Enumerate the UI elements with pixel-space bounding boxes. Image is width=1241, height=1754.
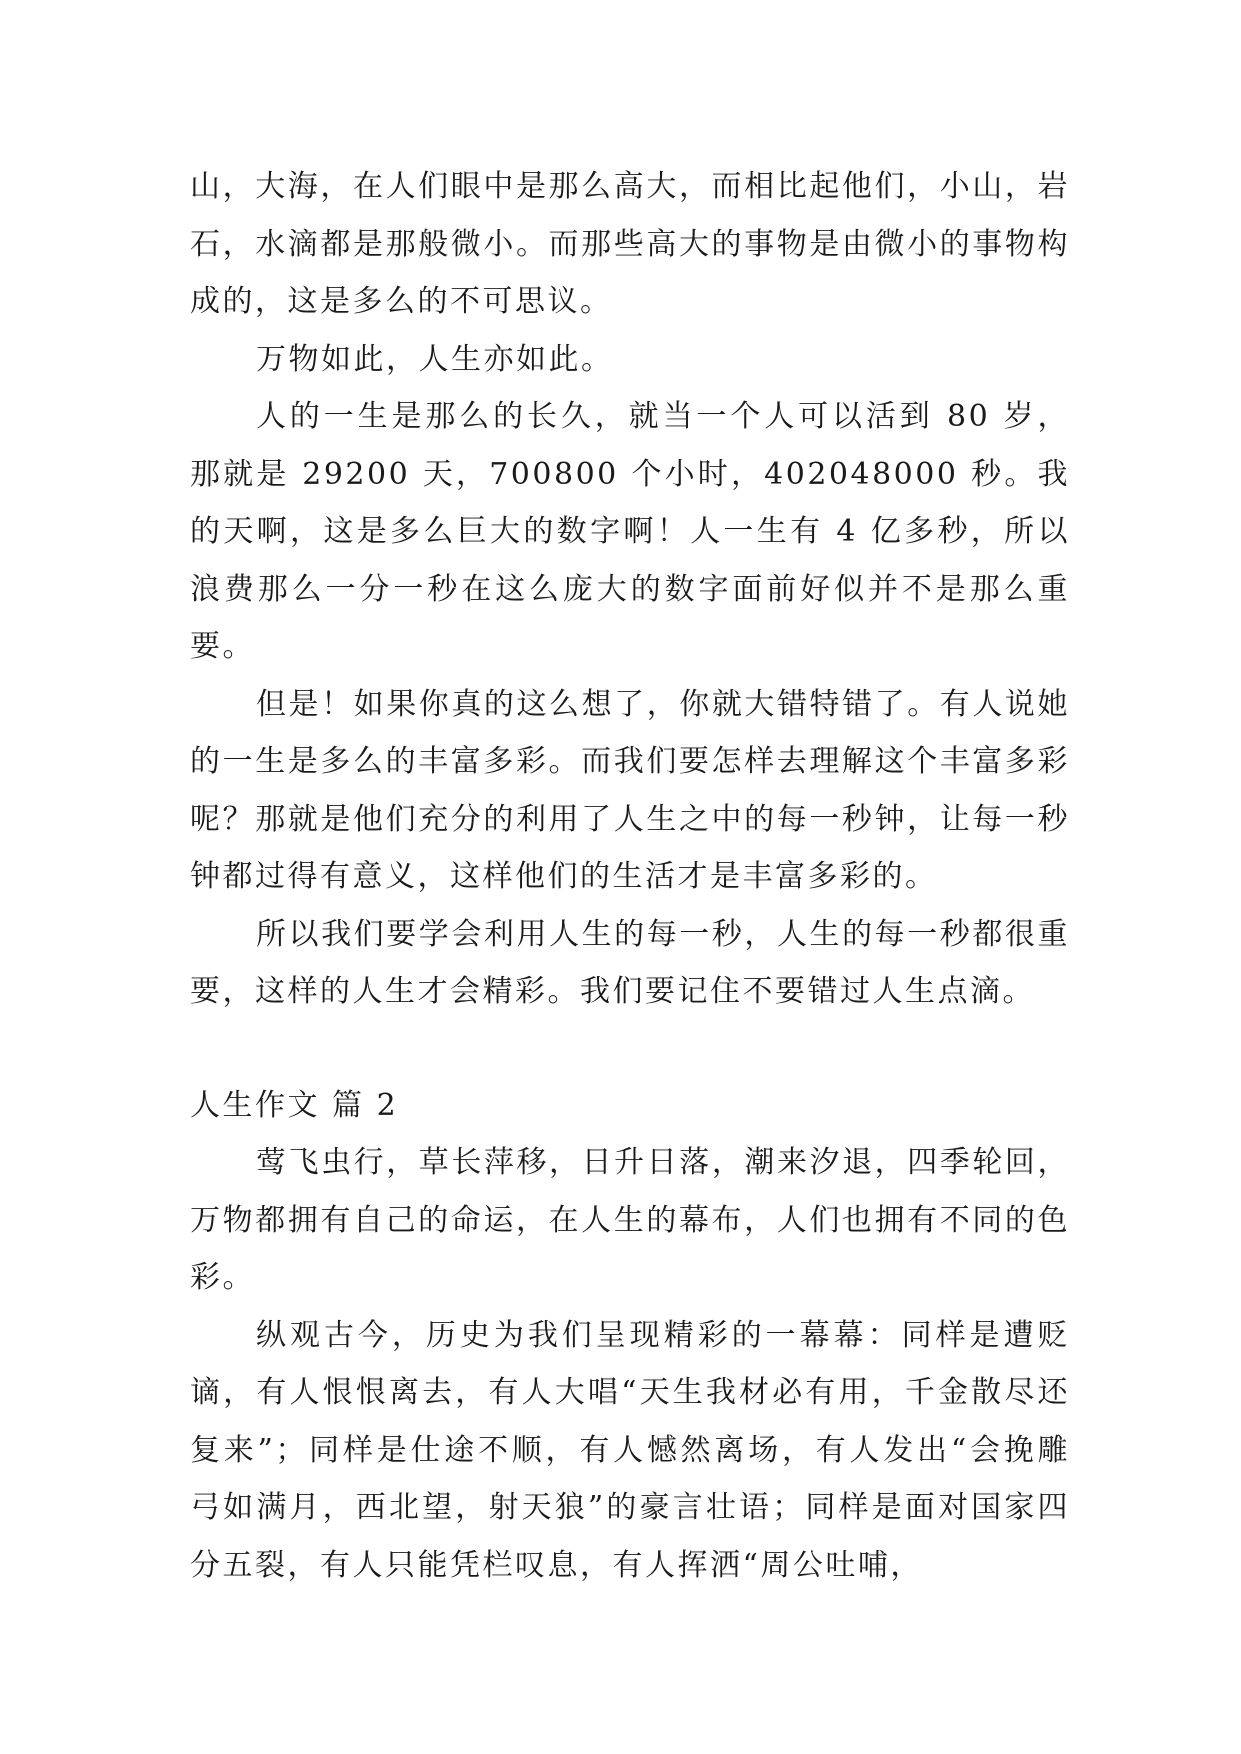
document-body [190, 158, 1070, 1594]
section-spacer [190, 1021, 1070, 1077]
paragraph: 纵观古今，历史为我们呈现精彩的一幕幕：同样是遭贬谪，有人恨恨离去，有人大唱“天生我材必有用，千金散尽还复来”；同样是仕途不顺，有人憾然离场，有人发出“会挽雕弓如满月，西北望，射天狼”的豪言壮语；同样是面对国家四分五裂，有人只能凭栏叹息，有人挥洒“周公吐哺， [190, 1317, 1070, 1583]
paragraph: 但是！如果你真的这么想了，你就大错特错了。有人说她的一生是多么的丰富多彩。而我们要怎样去理解这个丰富多彩呢？那就是他们充分的利用了人生之中的每一秒钟，让每一秒钟都过得有意义，这样他们的生活才是丰富多彩的。 [190, 686, 1070, 894]
paragraph: 人的一生是那么的长久，就当一个人可以活到 80 岁，那就是 29200 天，700800 个小时，402048000 秒。我的天啊，这是多么巨大的数字啊！人一生有 4 亿多秒，所以浪费那么一分一秒在这么庞大的数字面前好似并不是那么重要。 [190, 399, 1070, 664]
essay-part-2 [190, 1134, 1070, 1594]
section-title: 人生作文 篇 2 [190, 1087, 399, 1123]
paragraph: 山，大海，在人们眼中是那么高大，而相比起他们，小山，岩石，水滴都是那般微小。而那些高大的事物是由微小的事物构成的，这是多么的不可思议。 [190, 169, 1070, 319]
essay-part-1 [190, 158, 1070, 1021]
paragraph: 所以我们要学会利用人生的每一秒，人生的每一秒都很重要，这样的人生才会精彩。我们要记住不要错过人生点滴。 [190, 916, 1070, 1009]
paragraph: 莺飞虫行，草长萍移，日升日落，潮来汐退，四季轮回，万物都拥有自己的命运，在人生的幕布，人们也拥有不同的色彩。 [190, 1145, 1070, 1295]
paragraph: 万物如此，人生亦如此。 [256, 341, 614, 377]
